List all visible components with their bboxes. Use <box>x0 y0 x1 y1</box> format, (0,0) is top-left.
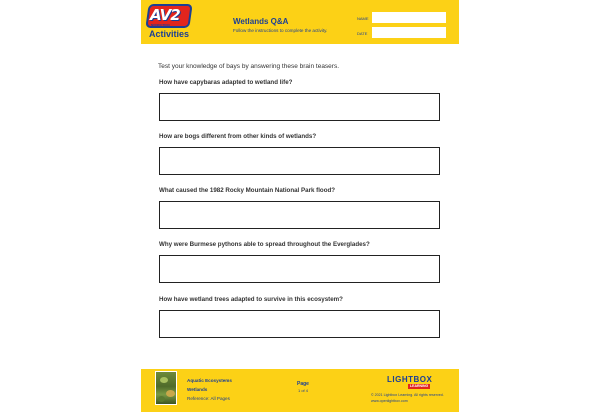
answer-box-5[interactable] <box>159 310 440 338</box>
logo-subtext: NONFICTION <box>151 23 170 27</box>
question-1: How have capybaras adapted to wetland life? <box>159 79 293 86</box>
activities-label: Activities <box>149 29 190 39</box>
page-number: 1 of 4 <box>297 388 308 393</box>
footer-subtopic: Wetlands <box>187 387 208 392</box>
answer-box-4[interactable] <box>159 255 440 283</box>
name-field[interactable] <box>372 12 446 23</box>
worksheet-title: Wetlands Q&A <box>233 17 289 26</box>
thumbnail-foliage <box>166 390 175 397</box>
logo-text: AV2 <box>150 6 180 24</box>
lightbox-logo: LIGHTBOX <box>387 375 433 384</box>
date-label: DATE <box>357 31 368 36</box>
worksheet-page <box>141 0 459 412</box>
question-4: Why were Burmese pythons able to spread throughout the Everglades? <box>159 241 370 248</box>
lightbox-learning-tag: LEARNING <box>410 384 429 388</box>
question-5: How have wetland trees adapted to survive in this ecosystem? <box>159 296 343 303</box>
worksheet-instructions: Follow the instructions to complete the activity. <box>233 28 328 33</box>
question-2: How are bogs different from other kinds of wetlands? <box>159 133 317 140</box>
website-link[interactable]: www.openlightbox.com <box>371 399 408 403</box>
intro-text: Test your knowledge of bays by answering these brain teasers. <box>158 63 340 70</box>
answer-box-1[interactable] <box>159 93 440 121</box>
wetland-thumbnail-image <box>155 371 177 405</box>
answer-box-3[interactable] <box>159 201 440 229</box>
answer-box-2[interactable] <box>159 147 440 175</box>
name-label: NAME <box>357 16 369 21</box>
footer-reference: Reference: All Pages <box>187 396 230 401</box>
thumbnail-foliage <box>158 396 165 402</box>
page-label: Page <box>297 381 309 387</box>
date-field[interactable] <box>372 27 446 38</box>
question-3: What caused the 1982 Rocky Mountain National Park flood? <box>159 187 336 194</box>
worksheet-header <box>141 0 459 44</box>
thumbnail-foliage <box>160 377 168 383</box>
worksheet-footer <box>141 369 459 412</box>
copyright-text: © 2021 Lightbox Learning. All rights reserved. <box>371 393 444 397</box>
footer-topic: Aquatic Ecosystems <box>187 378 232 383</box>
